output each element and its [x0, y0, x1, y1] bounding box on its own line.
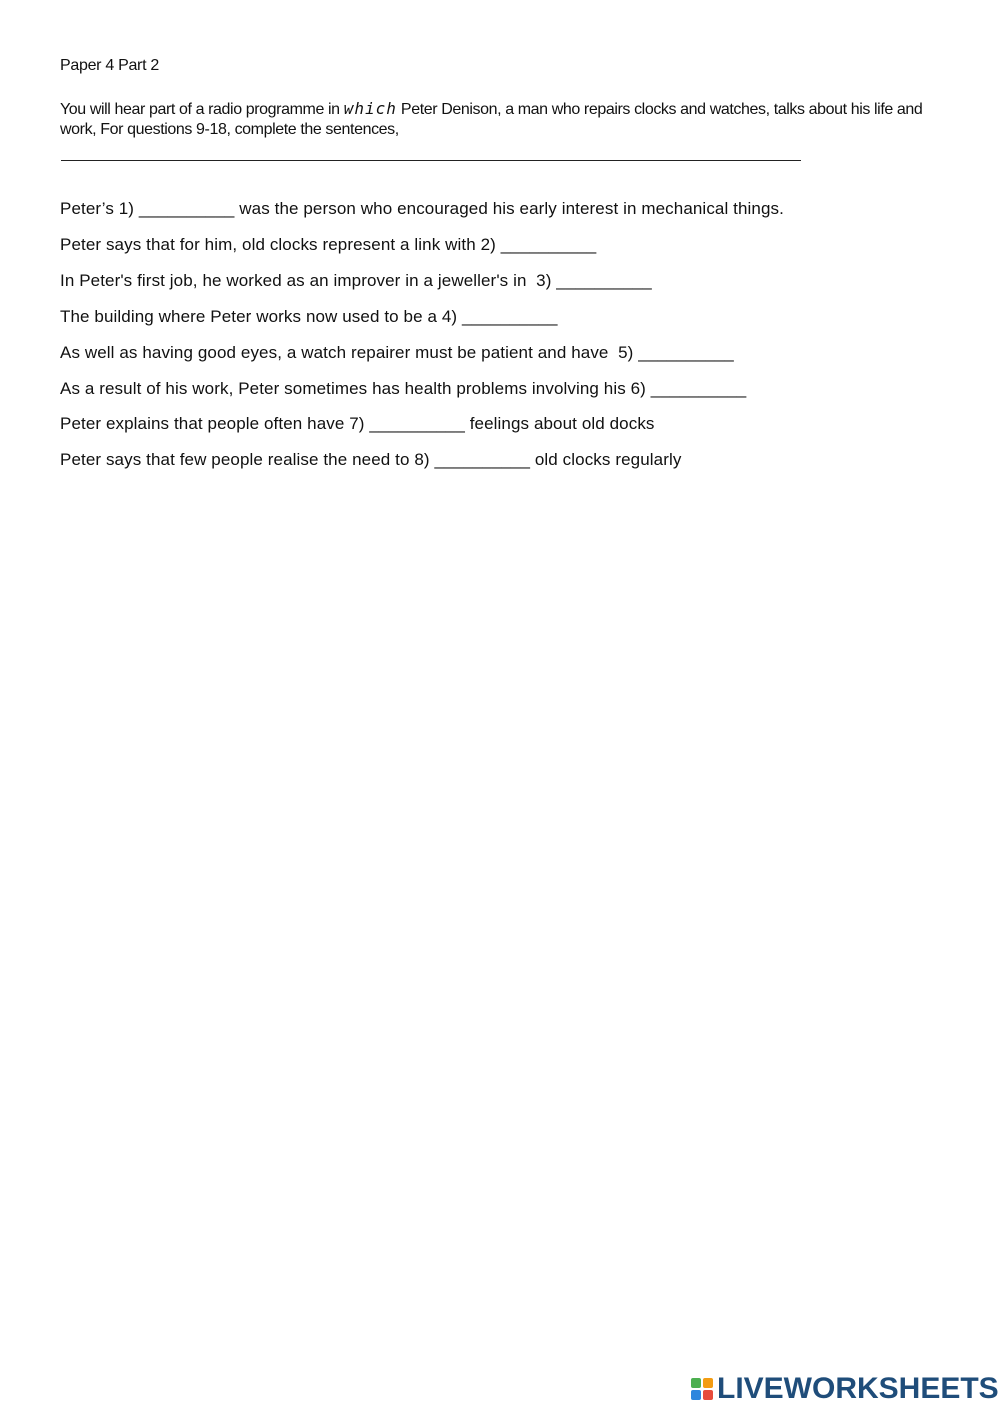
instructions-text-end: Peter Denison, a man who repairs clocks and watches, talks about his life and work, For questions 9-18, complete the sentences,: [60, 101, 923, 138]
liveworksheets-logo-icon: [691, 1378, 713, 1400]
divider-line: [61, 160, 801, 161]
question-7: Peter explains that people often have 7) __________ feelings about old docks: [60, 414, 655, 433]
brand-name: LIVEWORKSHEETS: [717, 1372, 999, 1405]
question-6: As a result of his work, Peter sometimes has health problems involving his 6) __________: [60, 379, 747, 398]
page-title: Paper 4 Part 2: [60, 57, 159, 74]
question-3: In Peter's first job, he worked as an improver in a jeweller's in 3) __________: [60, 271, 652, 290]
question-8: Peter says that few people realise the need to 8) __________ old clocks regularly: [60, 450, 682, 469]
instructions-text-start: You will hear part of a radio programme in: [60, 101, 344, 118]
liveworksheets-brand: [691, 1373, 999, 1405]
question-5: As well as having good eyes, a watch repairer must be patient and have 5) __________: [60, 343, 734, 362]
instructions: [60, 99, 950, 140]
question-4: The building where Peter works now used to be a 4) __________: [60, 307, 558, 326]
question-1: Peter’s 1) __________ was the person who encouraged his early interest in mechanical things.: [60, 199, 784, 218]
question-2: Peter says that for him, old clocks represent a link with 2) __________: [60, 235, 597, 254]
instructions-text-which: which: [343, 99, 397, 118]
